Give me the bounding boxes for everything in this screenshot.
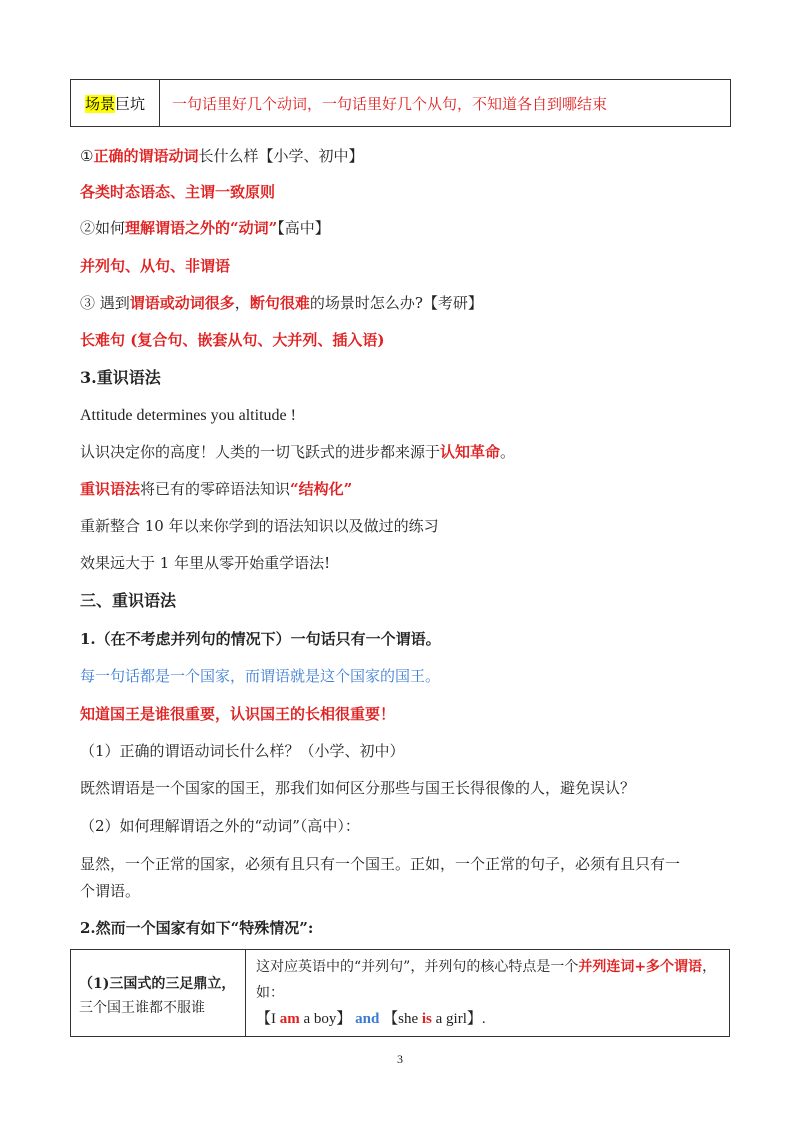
cognition-highlight: 认知革命 [440,443,501,461]
question-2-text-1: 显然，一个正常的国家，必须有且只有一个国王。正如，一个正常的句子，必须有且只有一 [80,855,681,873]
scene-label-highlight: 场景 [84,94,115,113]
special-case-title-1: （1)三国式的三足鼎立， [79,976,236,992]
example-clause-2-rest: a girl】. [431,1011,486,1027]
point-3-prefix: ③ 遇到 [80,294,130,312]
special-case-left-cell [71,950,246,1037]
point-1-highlight: 正确的谓语动词 [93,147,199,165]
point-3-highlight-2: 断句很难 [249,294,310,312]
point-2-highlight: 理解谓语之外的“动词” [125,219,278,237]
structure-text: 将已有的零碎语法知识 [140,480,291,498]
page-number: 3 [397,1052,403,1066]
point-1 [80,145,363,167]
question-1: （1）正确的谓语动词长什么样？（小学、初中） [80,742,405,760]
cognition-period: 。 [500,443,516,461]
scene-table [70,79,731,127]
point-2 [80,217,330,239]
scene-label-cell [71,80,160,127]
point-1-prefix: ① [80,147,94,165]
scene-text-cell [160,80,731,127]
structure-highlight-1: 重识语法 [80,480,141,498]
example-sentence [256,1006,723,1032]
structure-line [80,478,352,500]
scene-text: 一句话里好几个动词，一句话里好几个从句，不知道各自到哪结束 [172,94,608,113]
reintegrate-line: 重新整合 10 年以来你学到的语法知识以及做过的练习 [80,517,439,535]
example-clause-1: 【I [256,1011,280,1027]
example-verb-2: is [421,1011,432,1027]
structure-highlight-2: “结构化” [290,480,353,498]
point-2-suffix: 【高中】 [277,219,330,237]
special-case-right-cell [246,950,730,1037]
rule-1-heading: 1.（在不考虑并列句的情况下）一句话只有一个谓语。 [80,630,441,648]
special-case-table [70,949,730,1037]
example-verb-1: am [279,1011,300,1027]
section-3-heading: 3.重识语法 [80,368,161,387]
king-metaphor-line: 每一句话都是一个国家，而谓语就是这个国家的国王。 [80,667,441,685]
attitude-quote: Attitude determines you altitude ! [80,407,296,424]
special-case-title-2: 三个国王谁都不服谁 [79,1000,205,1016]
king-importance-line: 知道国王是谁很重要，认识国王的长相很重要！ [80,705,396,723]
point-1-answer: 各类时态语态、主谓一致原则 [80,183,276,201]
question-2-text-2: 个谓语。 [80,882,141,900]
special-case-eg: 如： [256,985,284,1001]
example-clause-1-rest: a boy】 [299,1011,352,1027]
cognition-text: 认识决定你的高度！人类的一切飞跃式的进步都来源于 [80,443,441,461]
question-2: （2）如何理解谓语之外的“动词”（高中）： [80,817,360,835]
special-case-desc-text: 这对应英语中的“并列句”，并列句的核心特点是一个 [256,959,579,975]
rule-2-heading: 2.然而一个国家有如下“特殊情况”: [80,919,314,937]
special-case-desc-highlight: 并列连词+多个谓语 [578,959,703,975]
point-3 [80,292,483,314]
point-3-comma: ， [234,294,250,312]
cognition-line [80,441,515,463]
example-conjunction: and [355,1011,380,1027]
effect-line: 效果远大于 1 年里从零开始重学语法! [80,554,331,572]
point-2-answer: 并列句、从句、非谓语 [80,257,231,275]
special-case-desc-comma: ， [702,959,717,975]
point-3-answer: 长难句 (复合句、嵌套从句、大并列、插入语) [80,331,385,349]
point-3-highlight-1: 谓语或动词很多 [129,294,235,312]
point-3-suffix: 的场景时怎么办?【考研】 [309,294,483,312]
scene-label-rest: 巨坑 [115,94,146,113]
special-case-desc [256,954,723,980]
point-2-prefix: ②如何 [80,219,126,237]
question-1-text: 既然谓语是一个国家的国王，那我们如何区分那些与国王长得很像的人，避免误认？ [80,779,636,797]
section-three-heading: 三、重识语法 [80,591,177,610]
example-clause-2: 【she [379,1011,422,1027]
point-1-suffix: 长什么样【小学、初中】 [198,147,364,165]
